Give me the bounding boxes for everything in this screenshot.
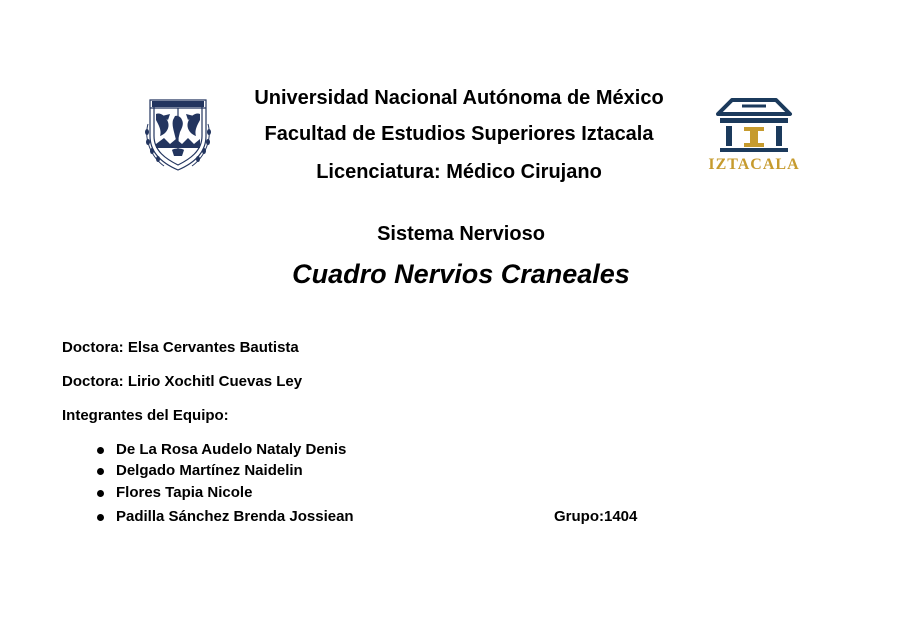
team-label: Integrantes del Equipo: — [62, 407, 229, 424]
program-name: Licenciatura: Médico Cirujano — [316, 161, 602, 183]
university-name: Universidad Nacional Autónoma de México — [254, 87, 664, 109]
bullet-icon — [97, 490, 104, 497]
list-item — [96, 484, 696, 502]
doctor-2: Doctora: Lirio Xochitl Cuevas Ley — [62, 373, 303, 390]
member-name: Padilla Sánchez Brenda Jossiean — [116, 508, 354, 525]
group-number: Grupo:1404 — [554, 508, 638, 525]
member-name: Delgado Martínez Naidelin — [116, 462, 303, 479]
member-name: De La Rosa Audelo Nataly Denis — [116, 441, 347, 458]
doctor-1: Doctora: Elsa Cervantes Bautista — [62, 339, 299, 356]
bullet-icon — [97, 514, 104, 521]
bullet-icon — [97, 468, 104, 475]
bullet-icon — [97, 447, 104, 454]
member-name: Flores Tapia Nicole — [116, 484, 253, 501]
faculty-name: Facultad de Estudios Superiores Iztacala — [264, 123, 654, 145]
subject-title: Sistema Nervioso — [377, 223, 545, 245]
list-item — [96, 441, 696, 459]
list-item — [96, 462, 696, 480]
document-title: Cuadro Nervios Craneales — [292, 259, 630, 289]
iztacala-logo-text: IZTACALA — [708, 156, 800, 173]
